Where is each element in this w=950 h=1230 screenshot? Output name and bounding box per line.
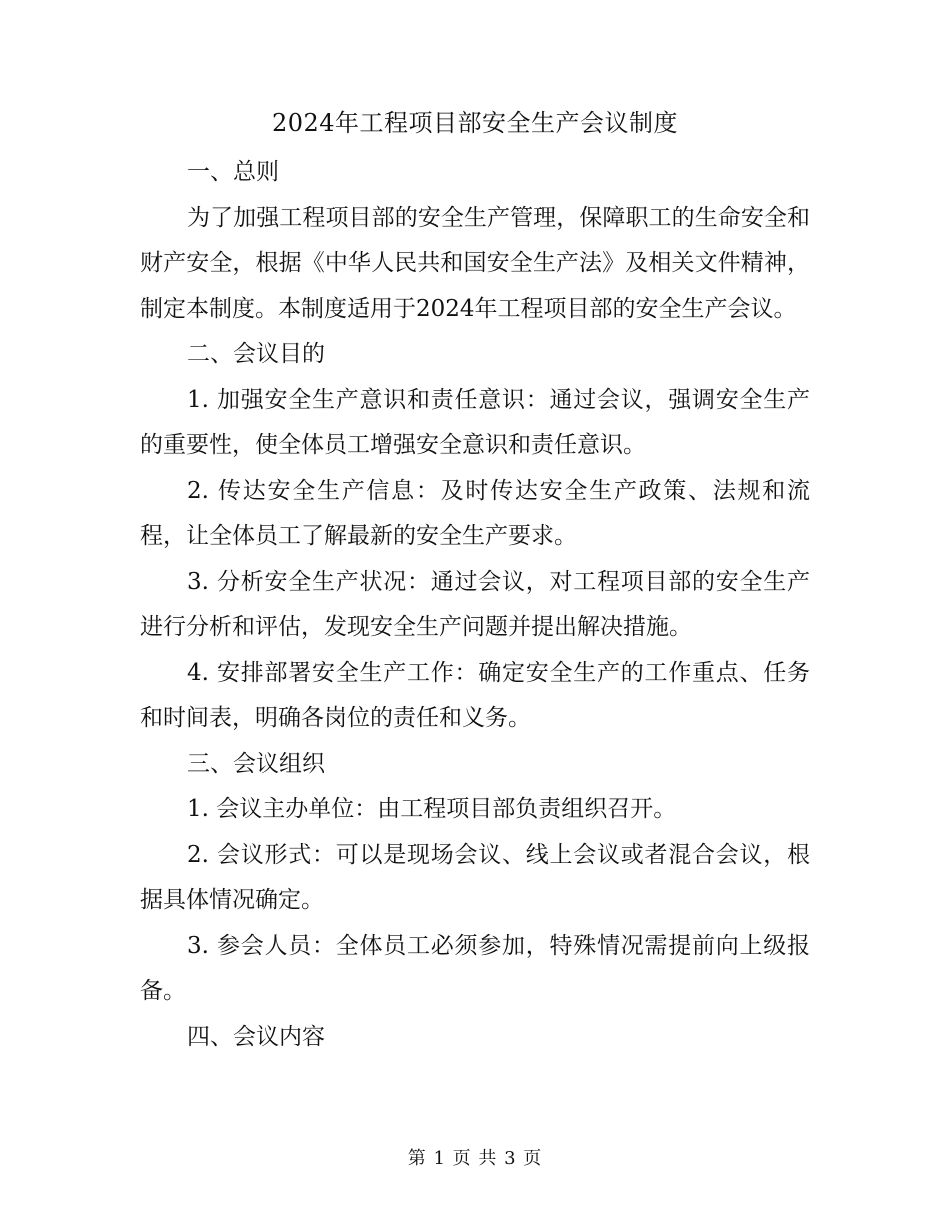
section-heading-general: 一、总则 — [187, 159, 279, 185]
list-item-organization-2: 2. 会议形式：可以是现场会议、线上会议或者混合会议，根据具体情况确定。 — [140, 841, 810, 913]
document-title: 2024年工程项目部安全生产会议制度 — [271, 109, 679, 137]
section-heading-purpose: 二、会议目的 — [187, 341, 325, 367]
paragraph-general: 为了加强工程项目部的安全生产管理，保障职工的生命安全和财产安全，根据《中华人民共和国安全生产法》及相关文件精神，制定本制度。本制度适用于2024年工程项目部的安全生产会议。 — [140, 204, 810, 322]
section-heading-content: 四、会议内容 — [187, 1023, 325, 1050]
document-body — [140, 150, 810, 1060]
list-item-organization-1: 1. 会议主办单位：由工程项目部负责组织召开。 — [187, 796, 677, 822]
list-item-purpose-3: 3. 分析安全生产状况：通过会议，对工程项目部的安全生产进行分析和评估，发现安全生产问题并提出解决措施。 — [140, 568, 810, 640]
list-item-purpose-1: 1. 加强安全生产意识和责任意识：通过会议，强调安全生产的重要性，使全体员工增强安全意识和责任意识。 — [140, 386, 810, 458]
list-item-purpose-4: 4. 安排部署安全生产工作：确定安全生产的工作重点、任务和时间表，明确各岗位的责任和义务。 — [140, 659, 810, 731]
list-item-purpose-2: 2. 传达安全生产信息：及时传达安全生产政策、法规和流程，让全体员工了解最新的安全生产要求。 — [140, 477, 810, 549]
section-heading-organization: 三、会议组织 — [187, 750, 325, 777]
list-item-organization-3: 3. 参会人员：全体员工必须参加，特殊情况需提前向上级报备。 — [140, 932, 810, 1004]
page-footer: 第 1 页 共 3 页 — [407, 1148, 543, 1169]
